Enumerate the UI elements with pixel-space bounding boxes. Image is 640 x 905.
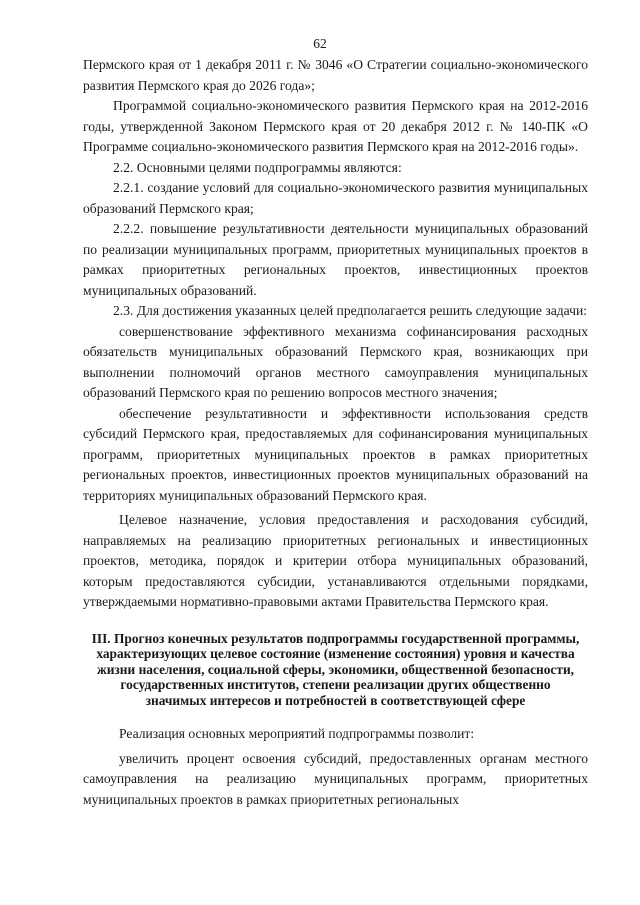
paragraph: 2.2.1. создание условий для социально-экономического развития муниципальных образований Пермского края;: [83, 180, 588, 216]
document-body: [83, 55, 588, 810]
paragraph: обеспечение результативности и эффективности использования средств субсидий Пермского края, предоставляемых для софинансирования муниципальных программ, приоритетных муниципальных проектов в рамках приоритетных региональных проектов, инвестиционных проектов муниципальных образований на территориях муниципальных образований Пермского края.: [83, 405, 588, 503]
paragraph: совершенствование эффективного механизма софинансирования расходных обязательств муниципальных образований Пермского края, возникающих при выполнении полномочий органов местного самоуправления муниципальных образований Пермского края по решению вопросов местного значения;: [83, 323, 588, 400]
paragraph: Реализация основных мероприятий подпрограммы позволит:: [119, 726, 475, 741]
paragraph: Пермского края от 1 декабря 2011 г. № 3046 «О Стратегии социально-экономического развития Пермского края до 2026 года»;: [83, 57, 588, 93]
paragraph: увеличить процент освоения субсидий, предоставленных органам местного самоуправления на реализацию муниципальных программ, приоритетных муниципальных проектов в рамках приоритетных региональных: [83, 750, 588, 807]
section-heading: III. Прогноз конечных результатов подпрограммы государственной программы, характеризующих целевое состояние (изменение состояния) уровня и качества жизни населения, социальной сферы, экономики, общественной безопасности, государственных институтов, степени реализации других общественно значимых интересов и потребностей в соответствующей сфере: [91, 630, 580, 708]
paragraph: Целевое назначение, условия предоставления и расходования субсидий, направляемых на реализацию приоритетных региональных и инвестиционных проектов, методика, порядок и критерии отбора муниципальных образований, которым предоставляются субсидии, устанавливаются отдельными порядками, утверждаемыми нормативно-правовыми актами Правительства Пермского края.: [83, 512, 588, 609]
page-number: 62: [313, 36, 327, 51]
paragraph: Программой социально-экономического развития Пермского края на 2012-2016 годы, утвержденной Законом Пермского края от 20 декабря 2012 г. № 140-ПК «О Программе социально-экономического развития Пермского края на 2012-2016 годы».: [83, 98, 588, 154]
paragraph: 2.2.2. повышение результативности деятельности муниципальных образований по реализации муниципальных программ, приоритетных муниципальных проектов в рамках приоритетных региональных проектов, инвестиционных проектов муниципальных образований.: [83, 221, 588, 298]
paragraph: 2.3. Для достижения указанных целей предполагается решить следующие задачи:: [113, 303, 588, 318]
paragraph: 2.2. Основными целями подпрограммы являются:: [113, 159, 402, 175]
